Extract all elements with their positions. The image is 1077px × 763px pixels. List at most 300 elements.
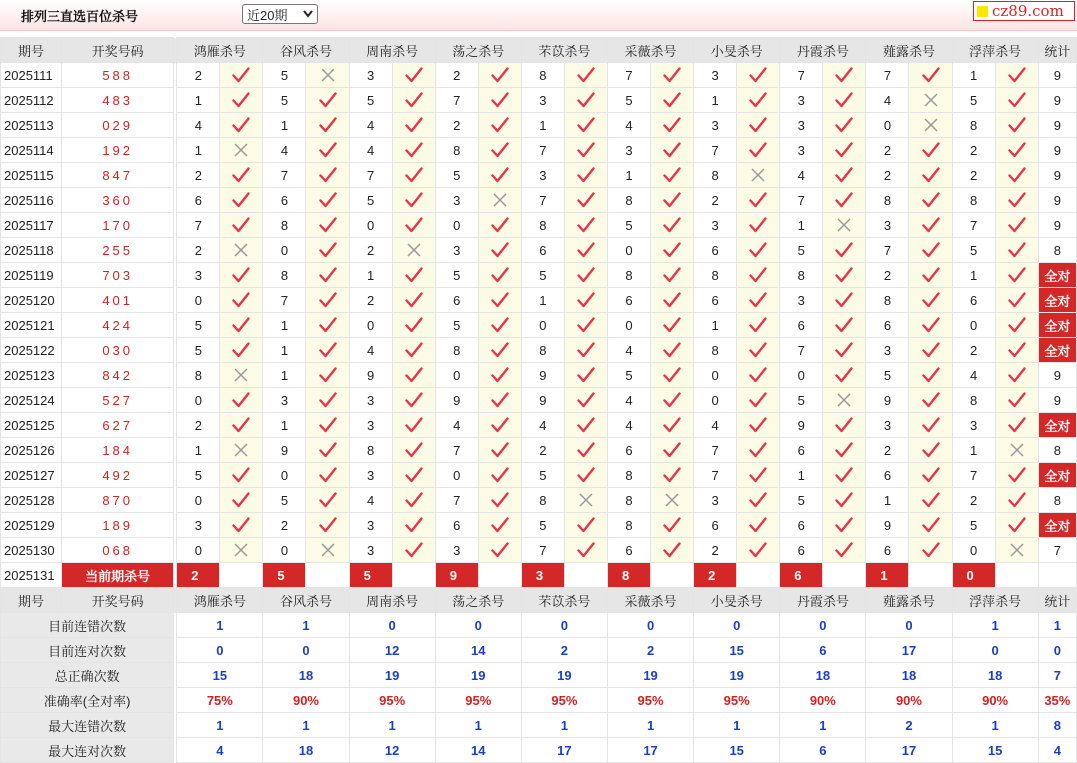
- check-icon: [749, 542, 767, 558]
- result-correct: [737, 288, 780, 313]
- row-stat: 9: [1038, 388, 1076, 413]
- check-icon: [319, 292, 337, 308]
- kill-number: 8: [349, 438, 392, 463]
- result-correct: [651, 213, 694, 238]
- row-period: 2025113: [1, 113, 62, 138]
- kill-number: 3: [177, 513, 220, 538]
- check-icon: [835, 192, 853, 208]
- kill-number: 7: [521, 188, 564, 213]
- check-icon: [319, 342, 337, 358]
- result-correct: [737, 138, 780, 163]
- check-icon: [835, 492, 853, 508]
- cross-icon: [407, 243, 421, 257]
- result-correct: [909, 463, 952, 488]
- result-correct: [909, 263, 952, 288]
- col-header-draw: 开奖号码: [62, 588, 174, 613]
- result-correct: [651, 63, 694, 88]
- result-correct: [737, 338, 780, 363]
- kill-number: 8: [607, 488, 650, 513]
- stat-row: [1, 638, 1077, 663]
- check-icon: [232, 217, 250, 233]
- result-correct: [823, 163, 866, 188]
- check-icon: [749, 142, 767, 158]
- kill-number: 7: [521, 538, 564, 563]
- result-correct: [909, 238, 952, 263]
- kill-number: 3: [780, 138, 823, 163]
- row-stat: 9: [1038, 88, 1076, 113]
- table-row: [1, 138, 1077, 163]
- kill-number: 9: [521, 388, 564, 413]
- stat-label: 目前连对次数: [1, 638, 174, 663]
- result-correct: [306, 338, 349, 363]
- kill-number: 2: [263, 513, 306, 538]
- check-icon: [577, 317, 595, 333]
- check-icon: [405, 167, 423, 183]
- check-icon: [491, 417, 509, 433]
- result-wrong: [220, 538, 263, 563]
- check-icon: [749, 492, 767, 508]
- check-icon: [405, 342, 423, 358]
- row-draw-number: 870: [62, 488, 174, 513]
- kill-number: 8: [435, 338, 478, 363]
- kill-number: 8: [521, 213, 564, 238]
- kill-number: 1: [694, 313, 737, 338]
- check-icon: [232, 392, 250, 408]
- kill-number: 4: [607, 338, 650, 363]
- col-header-killer: 谷风杀号: [263, 588, 349, 613]
- result-correct: [737, 538, 780, 563]
- result-correct: [220, 63, 263, 88]
- kill-number: 4: [349, 488, 392, 513]
- period-select[interactable]: [242, 4, 318, 24]
- check-icon: [749, 442, 767, 458]
- check-icon: [491, 342, 509, 358]
- result-correct: [651, 163, 694, 188]
- table-row: [1, 438, 1077, 463]
- result-correct: [220, 388, 263, 413]
- check-icon: [835, 517, 853, 533]
- check-icon: [922, 292, 940, 308]
- result-correct: [995, 213, 1038, 238]
- cross-icon: [579, 493, 593, 507]
- stat-value: 90%: [952, 688, 1038, 713]
- kill-number: 0: [177, 388, 220, 413]
- col-header-killer: 采薇杀号: [607, 38, 693, 63]
- stat-value: 15: [952, 738, 1038, 763]
- row-stat: 7: [1038, 538, 1076, 563]
- result-correct: [823, 438, 866, 463]
- check-icon: [405, 117, 423, 133]
- check-icon: [491, 142, 509, 158]
- stat-row: [1, 613, 1077, 638]
- check-icon: [405, 317, 423, 333]
- current-kill-number: 0: [952, 563, 995, 588]
- current-period: 2025131: [1, 563, 62, 588]
- stat-row: [1, 663, 1077, 688]
- result-correct: [392, 363, 435, 388]
- period-select-value: 近20期: [247, 7, 288, 23]
- check-icon: [405, 467, 423, 483]
- col-header-killer: 鸿雁杀号: [177, 588, 263, 613]
- check-icon: [663, 367, 681, 383]
- result-correct: [220, 463, 263, 488]
- check-icon: [1008, 342, 1026, 358]
- result-correct: [909, 388, 952, 413]
- result-correct: [995, 113, 1038, 138]
- row-period: 2025128: [1, 488, 62, 513]
- result-correct: [392, 113, 435, 138]
- kill-number: 9: [866, 513, 909, 538]
- result-correct: [651, 388, 694, 413]
- result-correct: [651, 438, 694, 463]
- stat-value: 1: [177, 713, 263, 738]
- result-correct: [737, 213, 780, 238]
- check-icon: [1008, 117, 1026, 133]
- stat-value: 6: [780, 738, 866, 763]
- cross-icon: [321, 68, 335, 82]
- table-row: [1, 488, 1077, 513]
- current-kill-number: 1: [866, 563, 909, 588]
- kill-number: 2: [952, 488, 995, 513]
- col-header-killer: 周南杀号: [349, 38, 435, 63]
- cross-icon: [924, 93, 938, 107]
- check-icon: [922, 542, 940, 558]
- site-logo[interactable]: [973, 1, 1075, 21]
- check-icon: [491, 167, 509, 183]
- kill-number: 7: [780, 338, 823, 363]
- kill-number: 1: [521, 113, 564, 138]
- kill-number: 2: [177, 63, 220, 88]
- current-kill-empty: [306, 563, 349, 588]
- check-icon: [922, 142, 940, 158]
- check-icon: [319, 117, 337, 133]
- kill-number: 0: [177, 538, 220, 563]
- kill-number: 5: [349, 188, 392, 213]
- kill-number: 2: [435, 113, 478, 138]
- kill-number: 0: [349, 313, 392, 338]
- check-icon: [1008, 367, 1026, 383]
- kill-number: 2: [349, 288, 392, 313]
- cross-icon: [234, 543, 248, 557]
- result-wrong: [823, 388, 866, 413]
- kill-number: 4: [607, 388, 650, 413]
- result-correct: [564, 413, 607, 438]
- stat-value: 1: [263, 713, 349, 738]
- check-icon: [1008, 317, 1026, 333]
- check-icon: [663, 167, 681, 183]
- kill-number: 0: [263, 238, 306, 263]
- kill-number: 3: [349, 413, 392, 438]
- col-header-killer: 薤露杀号: [866, 588, 952, 613]
- stat-value: 90%: [263, 688, 349, 713]
- check-icon: [1008, 467, 1026, 483]
- row-period: 2025129: [1, 513, 62, 538]
- stat-label: 目前连错次数: [1, 613, 174, 638]
- kill-number: 7: [952, 213, 995, 238]
- kill-number: 1: [263, 363, 306, 388]
- kill-number: 5: [435, 163, 478, 188]
- row-draw-number: 029: [62, 113, 174, 138]
- check-icon: [577, 292, 595, 308]
- stat-value: 95%: [607, 688, 693, 713]
- check-icon: [663, 317, 681, 333]
- result-correct: [651, 113, 694, 138]
- kill-number: 4: [607, 113, 650, 138]
- stat-value: 19: [435, 663, 521, 688]
- kill-number: 3: [780, 113, 823, 138]
- kill-number: 7: [435, 438, 478, 463]
- result-correct: [737, 113, 780, 138]
- kill-number: 3: [607, 138, 650, 163]
- check-icon: [663, 442, 681, 458]
- check-icon: [1008, 517, 1026, 533]
- result-correct: [306, 163, 349, 188]
- kill-number: 1: [263, 413, 306, 438]
- row-draw-number: 030: [62, 338, 174, 363]
- check-icon: [663, 217, 681, 233]
- kill-number: 2: [952, 163, 995, 188]
- stat-value: 4: [177, 738, 263, 763]
- result-correct: [220, 163, 263, 188]
- current-period-row: [1, 563, 1077, 588]
- kill-number: 3: [694, 113, 737, 138]
- result-correct: [909, 313, 952, 338]
- cross-icon: [234, 143, 248, 157]
- stat-value: 1: [177, 613, 263, 638]
- result-correct: [651, 313, 694, 338]
- check-icon: [1008, 417, 1026, 433]
- row-stat: 9: [1038, 138, 1076, 163]
- stat-value: 4: [1038, 738, 1076, 763]
- kill-number: 7: [780, 63, 823, 88]
- stat-label: 最大连对次数: [1, 738, 174, 763]
- result-correct: [478, 88, 521, 113]
- result-correct: [737, 488, 780, 513]
- kill-number: 6: [866, 463, 909, 488]
- stat-label: 最大连错次数: [1, 713, 174, 738]
- kill-number: 5: [263, 88, 306, 113]
- result-correct: [909, 138, 952, 163]
- kill-number: 5: [521, 513, 564, 538]
- current-kill-empty: [564, 563, 607, 588]
- cross-icon: [751, 168, 765, 182]
- result-correct: [392, 138, 435, 163]
- row-draw-number: 360: [62, 188, 174, 213]
- cross-icon: [1010, 543, 1024, 557]
- cross-icon: [493, 193, 507, 207]
- kill-number: 4: [694, 413, 737, 438]
- kill-number: 2: [866, 138, 909, 163]
- stat-value: 15: [694, 738, 780, 763]
- kill-number: 1: [952, 438, 995, 463]
- kill-number: 5: [177, 313, 220, 338]
- stat-value: 18: [952, 663, 1038, 688]
- result-correct: [392, 288, 435, 313]
- row-stat: 8: [1038, 438, 1076, 463]
- result-correct: [823, 113, 866, 138]
- result-correct: [995, 163, 1038, 188]
- check-icon: [835, 442, 853, 458]
- table-row: [1, 513, 1077, 538]
- stat-value: 1: [1038, 613, 1076, 638]
- kill-number: 1: [263, 338, 306, 363]
- check-icon: [577, 67, 595, 83]
- table-row: [1, 263, 1077, 288]
- result-correct: [995, 363, 1038, 388]
- kill-number: 8: [435, 138, 478, 163]
- result-correct: [564, 63, 607, 88]
- table-row: [1, 313, 1077, 338]
- result-correct: [392, 338, 435, 363]
- table-row: [1, 88, 1077, 113]
- kill-number: 5: [780, 238, 823, 263]
- col-header-killer: 荡之杀号: [435, 588, 521, 613]
- col-header-killer: 浮萍杀号: [952, 38, 1038, 63]
- row-draw-number: 483: [62, 88, 174, 113]
- check-icon: [835, 367, 853, 383]
- result-correct: [995, 138, 1038, 163]
- kill-number: 2: [952, 338, 995, 363]
- result-correct: [823, 188, 866, 213]
- check-icon: [835, 267, 853, 283]
- check-icon: [663, 292, 681, 308]
- kill-number: 5: [780, 488, 823, 513]
- check-icon: [319, 492, 337, 508]
- col-header-killer: 谷风杀号: [263, 38, 349, 63]
- table-row: [1, 188, 1077, 213]
- kill-number: 7: [780, 188, 823, 213]
- result-correct: [392, 263, 435, 288]
- stat-value: 7: [1038, 663, 1076, 688]
- kill-number: 4: [177, 113, 220, 138]
- row-draw-number: 424: [62, 313, 174, 338]
- kill-number: 2: [866, 438, 909, 463]
- kill-number: 4: [263, 138, 306, 163]
- result-correct: [478, 163, 521, 188]
- result-correct: [823, 238, 866, 263]
- check-icon: [835, 92, 853, 108]
- result-correct: [220, 88, 263, 113]
- stat-value: 75%: [177, 688, 263, 713]
- kill-number: 3: [866, 338, 909, 363]
- result-correct: [306, 288, 349, 313]
- row-stat: 8: [1038, 488, 1076, 513]
- result-correct: [478, 138, 521, 163]
- kill-number: 2: [866, 263, 909, 288]
- row-period: 2025111: [1, 63, 62, 88]
- result-correct: [823, 538, 866, 563]
- table-row: [1, 163, 1077, 188]
- check-icon: [577, 142, 595, 158]
- kill-number: 7: [435, 88, 478, 113]
- check-icon: [491, 67, 509, 83]
- stat-value: 0: [349, 613, 435, 638]
- kill-number: 6: [521, 238, 564, 263]
- row-period: 2025121: [1, 313, 62, 338]
- result-correct: [995, 263, 1038, 288]
- result-correct: [737, 463, 780, 488]
- check-icon: [319, 142, 337, 158]
- kill-number: 6: [866, 313, 909, 338]
- check-icon: [922, 392, 940, 408]
- table-row: [1, 63, 1077, 88]
- kill-number: 9: [435, 388, 478, 413]
- check-icon: [232, 467, 250, 483]
- stat-value: 6: [780, 638, 866, 663]
- kill-number: 2: [952, 138, 995, 163]
- kill-number: 7: [263, 288, 306, 313]
- result-correct: [995, 313, 1038, 338]
- check-icon: [319, 442, 337, 458]
- cross-icon: [234, 368, 248, 382]
- kill-number: 5: [435, 313, 478, 338]
- check-icon: [491, 92, 509, 108]
- stat-row: [1, 738, 1077, 763]
- kill-number: 3: [952, 413, 995, 438]
- check-icon: [319, 317, 337, 333]
- result-correct: [737, 438, 780, 463]
- result-correct: [478, 438, 521, 463]
- current-kill-empty: [823, 563, 866, 588]
- kill-number: 1: [521, 288, 564, 313]
- result-correct: [823, 413, 866, 438]
- check-icon: [319, 367, 337, 383]
- kill-number: 9: [521, 363, 564, 388]
- current-kill-empty: [995, 563, 1038, 588]
- result-correct: [392, 188, 435, 213]
- check-icon: [835, 342, 853, 358]
- cross-icon: [1010, 443, 1024, 457]
- kill-number: 3: [349, 513, 392, 538]
- row-period: 2025117: [1, 213, 62, 238]
- result-correct: [392, 463, 435, 488]
- result-correct: [651, 463, 694, 488]
- check-icon: [577, 92, 595, 108]
- result-correct: [737, 363, 780, 388]
- stat-value: 19: [349, 663, 435, 688]
- result-wrong: [909, 113, 952, 138]
- kill-number: 7: [694, 438, 737, 463]
- result-correct: [306, 188, 349, 213]
- result-correct: [220, 263, 263, 288]
- result-correct: [306, 388, 349, 413]
- chevron-down-icon: [303, 10, 313, 18]
- row-draw-number: 170: [62, 213, 174, 238]
- row-period: 2025125: [1, 413, 62, 438]
- col-header-killer: 丹霞杀号: [780, 38, 866, 63]
- row-period: 2025114: [1, 138, 62, 163]
- row-period: 2025118: [1, 238, 62, 263]
- check-icon: [749, 417, 767, 433]
- col-header-killer: 丹霞杀号: [780, 588, 866, 613]
- row-period: 2025112: [1, 88, 62, 113]
- kill-number: 8: [521, 338, 564, 363]
- result-correct: [995, 63, 1038, 88]
- result-wrong: [651, 488, 694, 513]
- result-correct: [995, 88, 1038, 113]
- result-correct: [478, 113, 521, 138]
- kill-number: 9: [349, 363, 392, 388]
- check-icon: [577, 242, 595, 258]
- check-icon: [835, 242, 853, 258]
- row-stat: 9: [1038, 113, 1076, 138]
- kill-number: 1: [952, 63, 995, 88]
- result-correct: [737, 88, 780, 113]
- result-correct: [564, 138, 607, 163]
- result-wrong: [995, 538, 1038, 563]
- check-icon: [1008, 392, 1026, 408]
- result-correct: [823, 288, 866, 313]
